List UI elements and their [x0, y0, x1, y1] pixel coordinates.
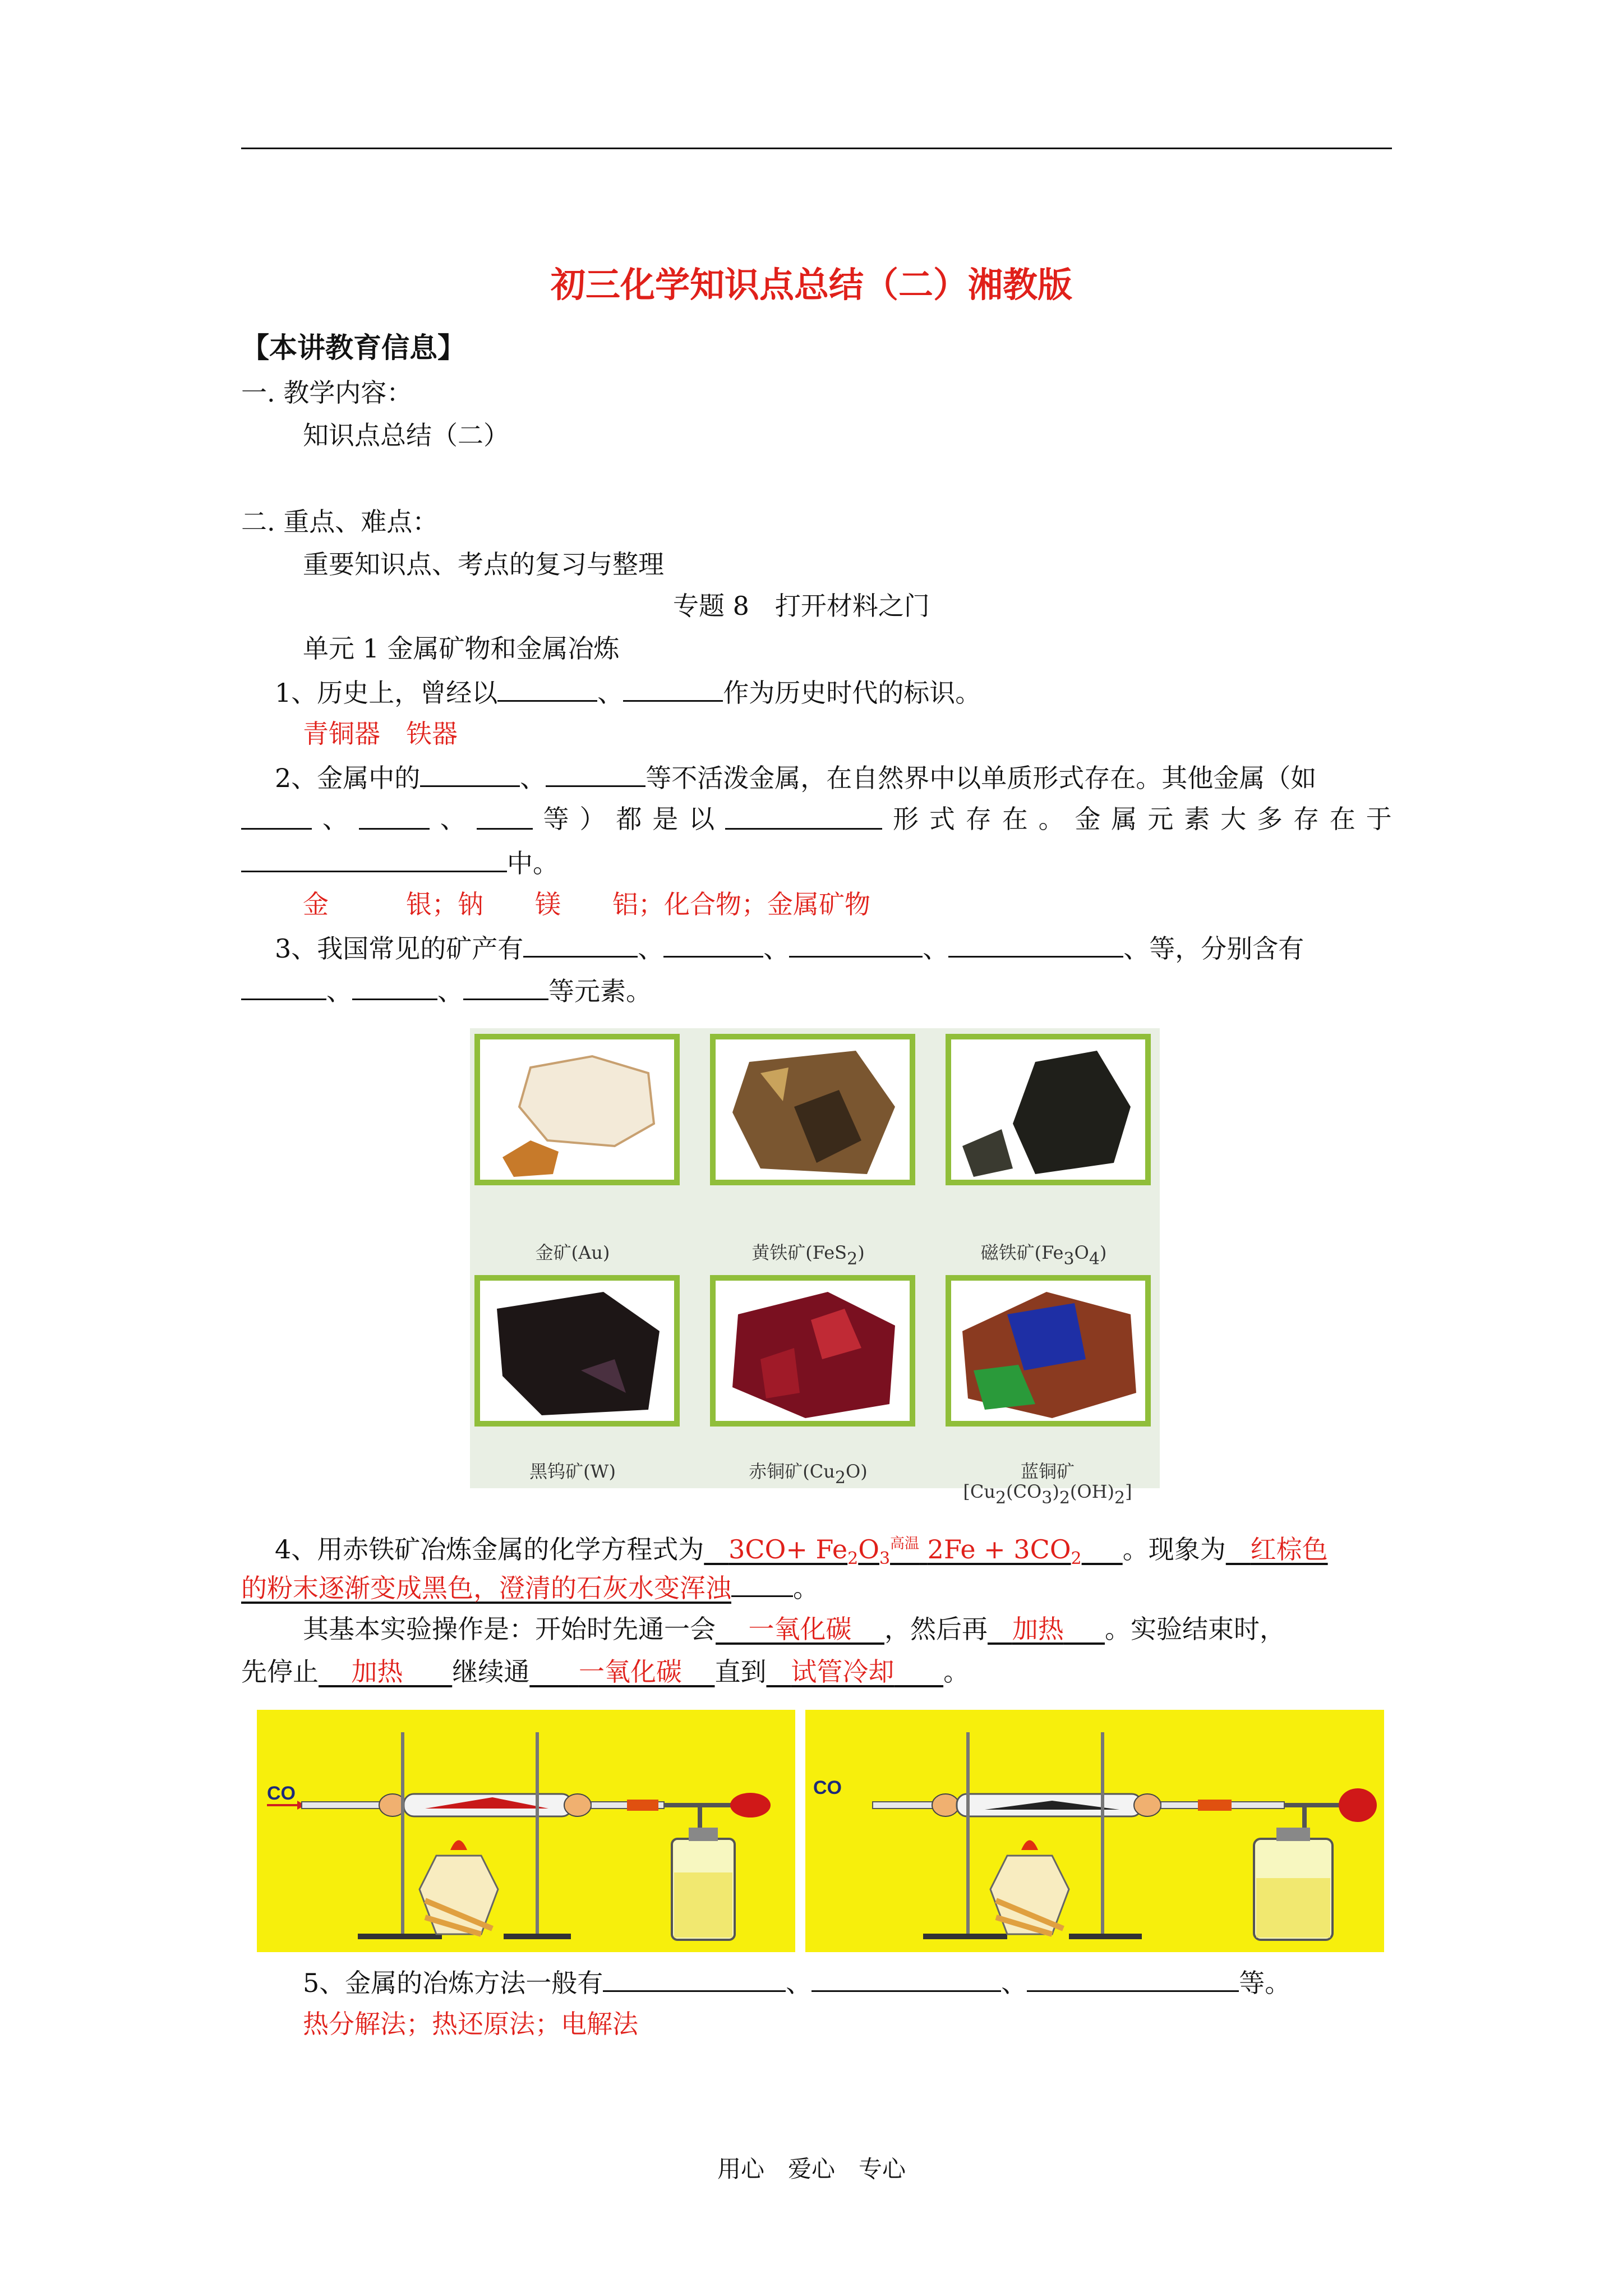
topic-heading: 专题 8 打开材料之门 [673, 591, 930, 621]
ore-image-azurite [946, 1275, 1151, 1427]
ore-image-magnetite [946, 1034, 1151, 1185]
magnetite-ore-picture [951, 1039, 1145, 1180]
question-2-line3: 中。 [241, 846, 559, 879]
azurite-ore-picture [951, 1281, 1145, 1421]
co-reduction-apparatus-right [805, 1710, 1384, 1952]
gold-ore-picture [480, 1039, 674, 1180]
ore-caption-pyrite: 黄铁矿(FeS2) [751, 1242, 865, 1269]
co-label-right: CO [813, 1777, 842, 1798]
section2-heading: 二. 重点、难点： [241, 507, 439, 537]
question-4-operation-line1: 其基本实验操作是：开始时先通一会 一氧化碳 ，然后再 加热 。实验结束时， [303, 1614, 1285, 1644]
cuprite-ore-picture [716, 1281, 910, 1421]
header-rule [241, 148, 1392, 149]
ore-image-gold [474, 1034, 680, 1185]
question-1: 1、历史上，曾经以 、 作为历史时代的标识。 [275, 675, 981, 708]
question-2-line1: 2、金属中的 、 等不活泼金属，在自然界中以单质形式存在。其他金属（如 [275, 761, 1316, 794]
section2-content: 重要知识点、考点的复习与整理 [303, 549, 664, 579]
section1-heading: 一. 教学内容： [241, 378, 413, 408]
info-header: 【本讲教育信息】 [241, 331, 465, 364]
answer-2: 金 银；钠 镁 铝；化合物；金属矿物 [303, 889, 870, 919]
ore-image-pyrite [710, 1034, 915, 1185]
unit-heading: 单元 1 金属矿物和金属冶炼 [303, 633, 620, 664]
question-2-line2: 、 、 等 ） 都 是 以 形 式 存 在 。 金 属 元 素 大 多 存 在 于 [241, 803, 1392, 835]
ore-figure [470, 1028, 1160, 1508]
question-3-line1: 3、我国常见的矿产有 、 、 、 、等，分别含有 [275, 931, 1304, 964]
co-reduction-apparatus-left [257, 1710, 795, 1952]
question-4-line2: 的粉末逐渐变成黑色，澄清的石灰水变浑浊 。 [241, 1571, 819, 1604]
ore-caption-magnetite: 磁铁矿(Fe3O4) [980, 1242, 1107, 1269]
apparatus-diagram-right [805, 1710, 1384, 1952]
answer-5: 热分解法；热还原法；电解法 [303, 2009, 638, 2039]
question-4-line1: 4、用赤铁矿冶炼金属的化学方程式为 $3CO+ Fe_2O_3^{高温}$ $2Fe + 3CO_2$ 。现象为 红棕色 [275, 1534, 1328, 1568]
ore-caption-wolframite: 黑钨矿(W) [529, 1461, 616, 1482]
pyrite-ore-picture [716, 1039, 910, 1180]
page-title: 初三化学知识点总结（二）湘教版 [550, 264, 1072, 305]
answer-1: 青铜器 铁器 [303, 719, 458, 749]
ore-caption-cuprite: 赤铜矿(Cu2O) [749, 1461, 868, 1488]
ore-caption-gold: 金矿(Au) [535, 1242, 610, 1263]
ore-image-cuprite [710, 1275, 915, 1427]
ore-caption-azurite: 蓝铜矿[Cu2(CO3)2(OH)2] [963, 1461, 1132, 1508]
ore-image-wolframite [474, 1275, 680, 1427]
page-footer: 用心 爱心 专心 [717, 2155, 906, 2183]
equation: $3CO+ Fe_2O_3^{高温}$ $2Fe + 3CO_2$ [728, 1534, 1082, 1568]
section1-content: 知识点总结（二） [303, 420, 509, 450]
apparatus-diagram-left [257, 1710, 795, 1952]
question-4-operation-line2: 先停止 加热 继续通 一氧化碳 直到 试管冷却 。 [241, 1657, 970, 1687]
question-3-line2: 、 、 等元素。 [241, 974, 652, 1007]
co-label-left: CO [267, 1783, 296, 1804]
question-5: 5、金属的冶炼方法一般有 、 、 等。 [303, 1966, 1290, 1999]
wolframite-ore-picture [480, 1281, 674, 1421]
